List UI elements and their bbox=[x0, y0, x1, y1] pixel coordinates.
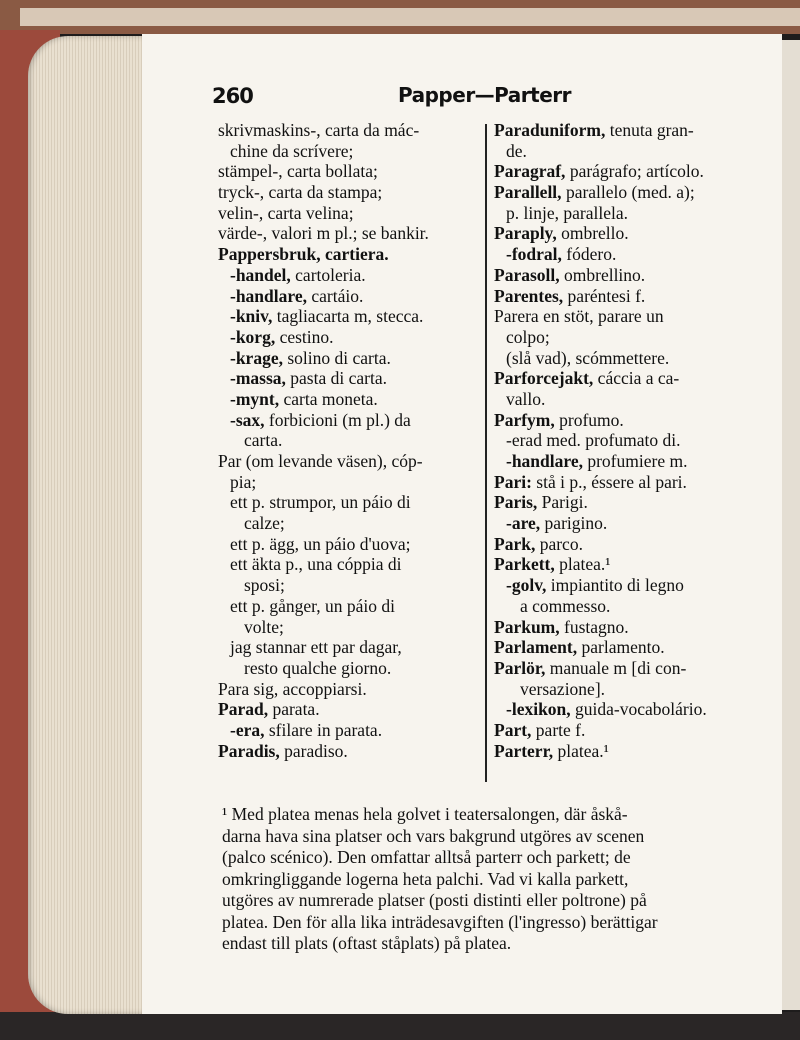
entry-line: Parera en stöt, parare un bbox=[494, 306, 664, 327]
entry-line: Parkett, platea.¹ bbox=[494, 554, 611, 575]
headword: -kniv, bbox=[230, 306, 273, 327]
entry-line: -golv, impiantito di legno bbox=[506, 575, 684, 596]
entry-line: -kniv, tagliacarta m, stecca. bbox=[230, 306, 424, 327]
entry-line: Paradis, paradiso. bbox=[218, 740, 348, 761]
entry-line: Parterr, platea.¹ bbox=[494, 740, 609, 761]
entry-line: Part, parte f. bbox=[494, 719, 586, 740]
entry-line: Paraduniform, tenuta gran- bbox=[494, 120, 694, 140]
page-edge-top bbox=[20, 8, 800, 26]
entry-line: pia; bbox=[230, 471, 257, 492]
headword: Park, bbox=[494, 533, 536, 554]
entry-line: ett äkta p., una cóppia di bbox=[230, 554, 402, 575]
headword: Parfym, bbox=[494, 409, 555, 430]
entry-line: -krage, solino di carta. bbox=[230, 347, 391, 368]
page-number: 260 bbox=[212, 84, 253, 108]
headword: Paris, bbox=[494, 492, 538, 513]
headword: -fodral, bbox=[506, 244, 562, 265]
entry-line: jag stannar ett par dagar, bbox=[230, 637, 402, 658]
entry-line: -handlare, cartáio. bbox=[230, 285, 364, 306]
entry-line: p. linje, parallela. bbox=[506, 202, 628, 223]
entry-line: Parasoll, ombrellino. bbox=[494, 264, 646, 285]
entry-line: carta. bbox=[244, 430, 283, 451]
entry-line: ett p. gånger, un páio di bbox=[230, 595, 396, 616]
entry-line: resto qualche giorno. bbox=[244, 657, 392, 678]
headword: -handlare, bbox=[506, 451, 583, 471]
entry-line: Park, parco. bbox=[494, 533, 583, 554]
headword: Parentes, bbox=[494, 285, 564, 306]
entry-line: -fodral, fódero. bbox=[506, 244, 617, 265]
headword: -sax, bbox=[230, 409, 265, 430]
footnote-line: omkringliggande logerna heta palchi. Vad vi kalla parkett, bbox=[222, 868, 629, 889]
entry-line: -massa, pasta di carta. bbox=[230, 368, 387, 389]
entry-line: Parfym, profumo. bbox=[494, 409, 624, 430]
headword: Parlör, bbox=[494, 657, 546, 678]
entry-line: ett p. ägg, un páio d'uova; bbox=[230, 533, 411, 554]
entry-line: -era, sfilare in parata. bbox=[230, 719, 383, 740]
entry-line: calze; bbox=[244, 513, 285, 534]
entry-line: Para sig, accoppiarsi. bbox=[218, 678, 367, 699]
headword: -krage, bbox=[230, 347, 283, 368]
entry-line: Parallell, parallelo (med. a); bbox=[494, 182, 695, 203]
entry-line: tryck-, carta da stampa; bbox=[218, 182, 383, 203]
next-page-edge bbox=[782, 40, 800, 1010]
headword: Parad, bbox=[218, 699, 269, 720]
entry-line: -korg, cestino. bbox=[230, 326, 334, 347]
headword: Parterr, bbox=[494, 740, 554, 761]
headword: Paradis, bbox=[218, 740, 280, 761]
entry-line: Paraply, ombrello. bbox=[494, 223, 629, 244]
entry-line: ett p. strumpor, un páio di bbox=[230, 492, 411, 513]
book-cover-top bbox=[0, 0, 800, 34]
headword: Part, bbox=[494, 719, 532, 740]
entry-line: versazione]. bbox=[520, 678, 606, 699]
headword: -mynt, bbox=[230, 388, 280, 409]
entry-line: sposi; bbox=[244, 575, 285, 596]
entry-line: velin-, carta velina; bbox=[218, 202, 354, 223]
entry-line: Parentes, paréntesi f. bbox=[494, 285, 646, 306]
entry-line: colpo; bbox=[506, 326, 550, 347]
entry-line: -handel, cartoleria. bbox=[230, 264, 366, 285]
entry-line: de. bbox=[506, 140, 527, 161]
headword: Paraply, bbox=[494, 223, 557, 244]
headword: Parlament, bbox=[494, 637, 578, 658]
left-column bbox=[218, 120, 476, 761]
headword: -lexikon, bbox=[506, 699, 571, 720]
headword: -golv, bbox=[506, 575, 547, 596]
headword: -are, bbox=[506, 513, 541, 534]
entry-line: Parlör, manuale m [di con- bbox=[494, 657, 687, 678]
entry-line: Parforcejakt, cáccia a ca- bbox=[494, 368, 680, 389]
entry-line: Paragraf, parágrafo; artícolo. bbox=[494, 161, 704, 182]
entry-line: vallo. bbox=[506, 388, 546, 409]
entry-line: skrivmaskins-, carta da mác- bbox=[218, 120, 420, 140]
entry-line: värde-, valori m pl.; se bankir. bbox=[218, 223, 429, 244]
headword: -era, bbox=[230, 719, 265, 740]
entry-line: stämpel-, carta bollata; bbox=[218, 161, 378, 182]
entry-line: Parlament, parlamento. bbox=[494, 637, 665, 658]
entry-line: Pari: stå i p., éssere al pari. bbox=[494, 471, 687, 492]
entry-headword: Par (om levande väsen), cóp- bbox=[218, 451, 423, 471]
entry-line: Parad, parata. bbox=[218, 699, 320, 720]
entry-line: -handlare, profumiere m. bbox=[506, 451, 688, 471]
entry-headword: Pappersbruk, cartiera. bbox=[218, 244, 389, 265]
entry-line: (slå vad), scómmettere. bbox=[506, 347, 670, 368]
entry-line: Paris, Parigi. bbox=[494, 492, 588, 513]
entry-line: volte; bbox=[244, 616, 284, 637]
headword: Paragraf, bbox=[494, 161, 566, 182]
headword: -massa, bbox=[230, 368, 286, 389]
column-divider bbox=[485, 124, 487, 782]
headword: Parkum, bbox=[494, 616, 560, 637]
right-column bbox=[494, 120, 784, 761]
headword: Paraduniform, bbox=[494, 120, 606, 140]
headword: -handel, bbox=[230, 264, 291, 285]
running-head: Papper—Parterr bbox=[398, 83, 572, 107]
headword: -handlare, bbox=[230, 285, 307, 306]
entry-line: -lexikon, guida-vocabolário. bbox=[506, 699, 707, 720]
headword: Pappersbruk, bbox=[218, 244, 321, 265]
footnote-line: utgöres av numrerade platser (posti distinti eller poltrone) på bbox=[222, 890, 647, 910]
entry-line: Parkum, fustagno. bbox=[494, 616, 629, 637]
entry-line: -sax, forbicioni (m pl.) da bbox=[230, 409, 411, 430]
headword: -korg, bbox=[230, 326, 276, 347]
entry-line: -mynt, carta moneta. bbox=[230, 388, 378, 409]
entry-line: -erad med. profumato di. bbox=[506, 430, 681, 451]
entry-line: a commesso. bbox=[520, 595, 611, 616]
headword: Parallell, bbox=[494, 182, 562, 203]
entry-line: -are, parigino. bbox=[506, 513, 608, 534]
entry-line: chine da scrívere; bbox=[230, 140, 354, 161]
headword: Pari: bbox=[494, 471, 532, 492]
footnote-line: darna hava sina platser och vars bakgrund utgöres av scenen bbox=[222, 825, 645, 846]
footnote-line: ¹ Med platea menas hela golvet i teatersalongen, där åskå- bbox=[222, 804, 628, 824]
footnote bbox=[222, 804, 760, 955]
headword: Parforcejakt, bbox=[494, 368, 594, 389]
headword: Parasoll, bbox=[494, 264, 560, 285]
table-surface bbox=[0, 1012, 800, 1040]
footnote-line: platea. Den för alla lika inträdesavgiften (l'ingresso) berättigar bbox=[222, 911, 658, 932]
headword: Parkett, bbox=[494, 554, 555, 575]
footnote-line: (palco scénico). Den omfattar alltså parterr och parkett; de bbox=[222, 847, 631, 867]
footnote-line: endast till plats (oftast ståplats) på platea. bbox=[222, 933, 512, 953]
